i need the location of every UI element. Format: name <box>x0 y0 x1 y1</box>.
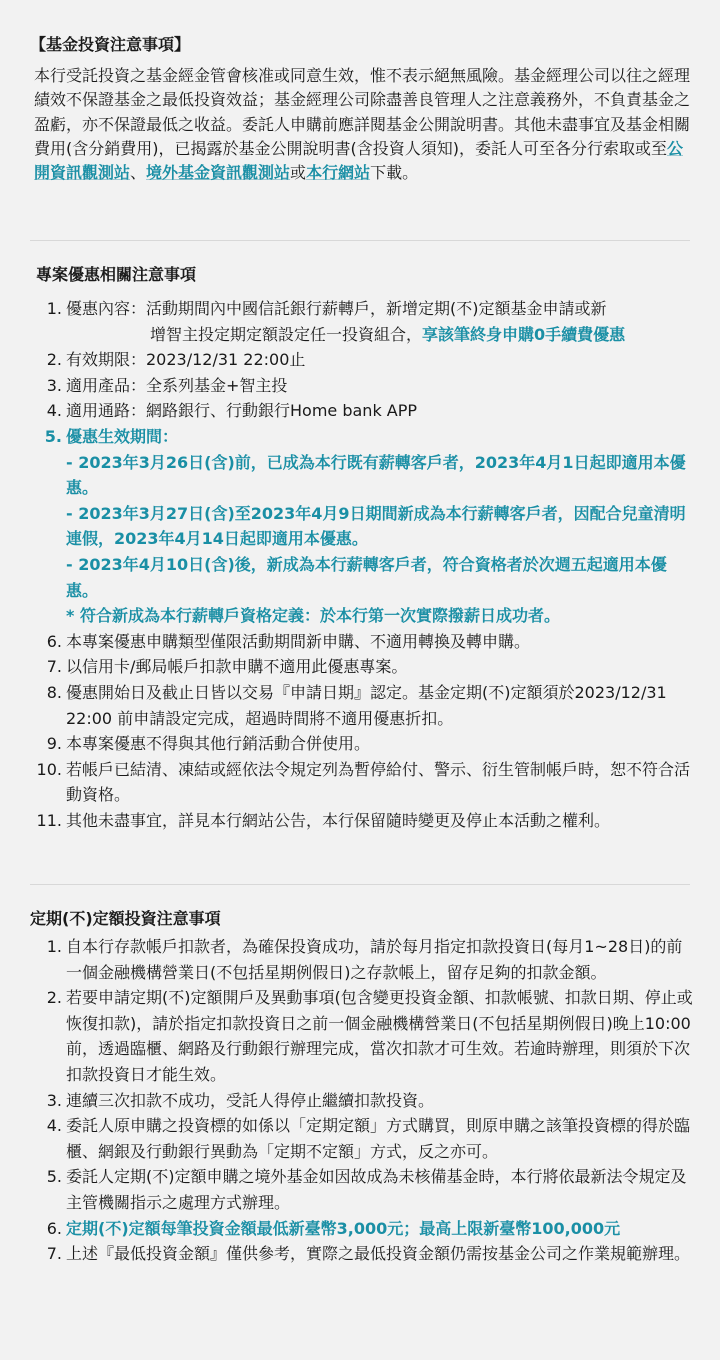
list-item: 4. 委託人原申購之投資標的如係以「定期定額」方式購買，則原申購之該筆投資標的得於臨櫃、網銀及行動銀行異動為「定期不定額」方式，反之亦可。 <box>46 1116 691 1161</box>
list-item: 4. 適用通路：網路銀行、行動銀行Home bank APP <box>46 401 418 421</box>
rsp-notice-title: 定期(不)定額投資注意事項 <box>30 909 221 928</box>
list-item: 10. 若帳戶已結清、凍結或經依法令規定列為暫停給付、警示、衍生管制帳戶時，恕不符合活動資格。 <box>36 759 691 805</box>
bank-website-link[interactable]: 本行網站 <box>306 163 371 183</box>
list-item: 9. 本專案優惠不得與其他行銷活動合併使用。 <box>46 734 371 754</box>
list-item: 6. 本專案優惠申購類型僅限活動期間新申購、不適用轉換及轉申購。 <box>46 631 531 651</box>
separator-comma: 、 <box>130 163 147 183</box>
rsp-notice-list <box>36 934 696 1267</box>
list-item: 2. 若要申請定期(不)定額開戶及異動事項(包含變更投資金額、扣款帳號、扣款日期、停止或恢復扣款)，請於指定扣款投資日之前一個金融機構營業日(不包括星期例假日)晚上10:00前，透過臨櫃、網路及行動銀行辦理完成，當次扣款才可生效。若逾時辦理，則須於下次扣款投資日才能生效。 <box>46 988 693 1084</box>
mops-link[interactable]: 公開資訊觀測站 <box>34 138 683 183</box>
offshore-fund-link[interactable]: 境外基金資訊觀測站 <box>146 163 291 183</box>
separator-or: 或 <box>290 163 307 183</box>
list-item: 6. 定期(不)定額每筆投資金額最低新臺幣3,000元；最高上限新臺幣100,000元 <box>46 1218 621 1238</box>
zero-fee-highlight: 享該筆終身申購0手續費優惠 <box>422 324 626 344</box>
fund-notice-text: 本行受託投資之基金經金管會核准或同意生效，惟不表示絕無風險。基金經理公司以往之經理績效不保證基金之最低投資效益；基金經理公司除盡善良管理人之注意義務外，不負責基金之盈虧，亦不保證最低之收益。委託人申購前應詳閱基金公開說明書。其他未盡事宜及基金相關費用(含分銷費用)，已揭露於基金公開說明書(含投資人須知)，委託人可至各分行索取或至 <box>34 66 691 158</box>
list-item: 3. 連續三次扣款不成功，受託人得停止繼續扣款投資。 <box>46 1090 435 1110</box>
list-item: 5. 委託人定期(不)定額申購之境外基金如因故成為未核備基金時，本行將依最新法令規定及主管機關指示之處理方式辦理。 <box>46 1167 687 1212</box>
list-item: 1. 自本行存款帳戶扣款者，為確保投資成功，請於每月指定扣款投資日(每月1~28日)的前一個金融機構營業日(不包括星期例假日)之存款帳上，留存足夠的扣款金額。 <box>46 937 683 982</box>
divider <box>30 884 690 885</box>
list-item: 1. 優惠內容：活動期間內中國信託銀行薪轉戶，新增定期(不)定額基金申請或新 增智主投定期定額設定任一投資組合，享該筆終身申購0手續費優惠 <box>46 299 626 344</box>
list-item: 2. 有效期限：2023/12/31 22:00止 <box>46 350 306 370</box>
list-item: 11. 其他未盡事宜，詳見本行網站公告，本行保留隨時變更及停止本活動之權利。 <box>36 810 611 830</box>
download-text: 下載。 <box>370 163 419 183</box>
fund-notice-paragraph <box>34 64 694 185</box>
list-item: 3. 適用產品：全系列基金+智主投 <box>46 375 288 395</box>
promo-notice-list <box>36 296 696 833</box>
list-item: 7. 上述『最低投資金額』僅供參考，實際之最低投資金額仍需按基金公司之作業規範辦理。 <box>46 1244 691 1264</box>
promo-notice-title: 專案優惠相關注意事項 <box>36 265 197 284</box>
list-item: 5. 優惠生效期間： - 2023年3月26日(含)前，已成為本行既有薪轉客戶者，2023年4月1日起即適用本優惠。 - 2023年3月27日(含)至2023年4月9日期間新成為本行薪轉客戶者，因配合兒童清明連假，2023年4月14日起即適用本優惠。 - 2023年4月10日(含)後，新成為本行薪轉客戶者，符合資格者於次週五起適用本優惠。 * 符合新成為本行薪轉戶資格定義：於本行第一次實際撥薪日成功者。 <box>36 424 696 629</box>
fund-notice-title: 【基金投資注意事項】 <box>30 35 191 54</box>
min-amount-highlight: 定期(不)定額每筆投資金額最低新臺幣3,000元；最高上限新臺幣100,000元 <box>66 1218 621 1238</box>
effective-period-label: 優惠生效期間： <box>66 426 179 446</box>
divider <box>30 240 690 241</box>
list-item: 7. 以信用卡/郵局帳戶扣款申購不適用此優惠專案。 <box>46 657 408 677</box>
list-item: 8. 優惠開始日及截止日皆以交易『申請日期』認定。基金定期(不)定額須於2023/12/31 22:00 前申請設定完成，超過時間將不適用優惠折扣。 <box>46 682 667 728</box>
